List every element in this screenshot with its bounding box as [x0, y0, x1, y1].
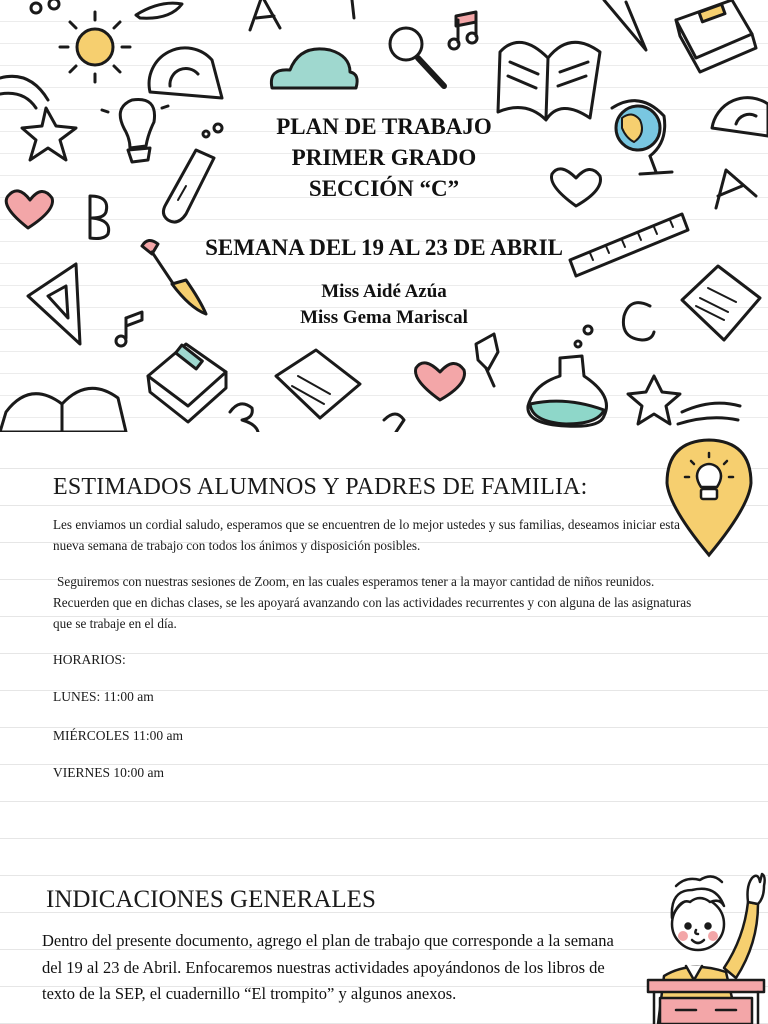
flask-icon [528, 326, 607, 426]
music-note-icon [449, 12, 477, 49]
cloud-icon [271, 49, 357, 88]
closed-book-icon [676, 0, 756, 72]
letter-a-icon [250, 0, 280, 30]
title-line-3: SECCIÓN “C” [308, 176, 460, 201]
greeting-paragraph: Les enviamos un cordial saludo, esperamos que se encuentren de lo mejor ustedes y sus familias, deseamos iniciar esta nueva semana de trabajo con todos los ánimos y disposición posibles. [53, 517, 680, 553]
heart-icon [416, 363, 465, 400]
shooting-star-icon [628, 376, 740, 424]
header-banner [0, 0, 768, 432]
closed-book-icon [148, 344, 226, 422]
magnifier-icon [390, 28, 444, 86]
pencil-icon [352, 0, 354, 18]
schedule-wednesday: MIÉRCOLES 11:00 am [53, 728, 183, 743]
schedule-label: HORARIOS: [53, 652, 126, 667]
schedule-friday: VIERNES 10:00 am [53, 765, 164, 780]
teachers-block [0, 279, 768, 331]
half-protractor-icon [149, 48, 222, 98]
teacher-name: Miss Gema Mariscal [300, 307, 468, 328]
week-title: SEMANA DEL 19 AL 23 DE ABRIL [205, 235, 563, 260]
title-line-2: PRIMER GRADO [291, 145, 477, 170]
document-icon [276, 350, 360, 418]
pushpin-icon [476, 334, 498, 386]
general-heading: INDICACIONES GENERALES [46, 886, 376, 913]
student-raising-hand-illustration [640, 868, 768, 1024]
open-book-icon [498, 42, 600, 120]
doodle-background [0, 0, 768, 432]
title-block [0, 111, 768, 204]
leaf-icon [136, 3, 182, 18]
greeting-heading: ESTIMADOS ALUMNOS Y PADRES DE FAMILIA: [53, 474, 588, 500]
title-line-1: PLAN DE TRABAJO [276, 114, 492, 139]
number-2-icon [384, 414, 404, 432]
number-3-icon [230, 404, 258, 432]
schedule-monday: LUNES: 11:00 am [53, 689, 154, 704]
music-note-icon [31, 0, 59, 13]
open-book-icon [0, 388, 126, 432]
triangle-ruler-icon [604, 0, 646, 50]
zoom-paragraph: Seguiremos con nuestras sesiones de Zoom, en las cuales esperamos tener a la mayor cantidad de niños reunidos. Recuerden que en dichas clases, se les apoyará avanzando con las actividades recurrentes y con alguna de las asignaturas que se trabaje en el día. [53, 574, 692, 631]
general-paragraph: Dentro del presente documento, agrego el plan de trabajo que corresponde a la semana del 19 al 23 de Abril. Enfocaremos nuestras actividades apoyándonos de los libros de texto de la SEP, el cuadernillo “El trompito” y algunos anexos. [42, 931, 614, 1003]
teacher-name: Miss Aidé Azúa [321, 281, 447, 302]
sun-icon [60, 12, 130, 82]
